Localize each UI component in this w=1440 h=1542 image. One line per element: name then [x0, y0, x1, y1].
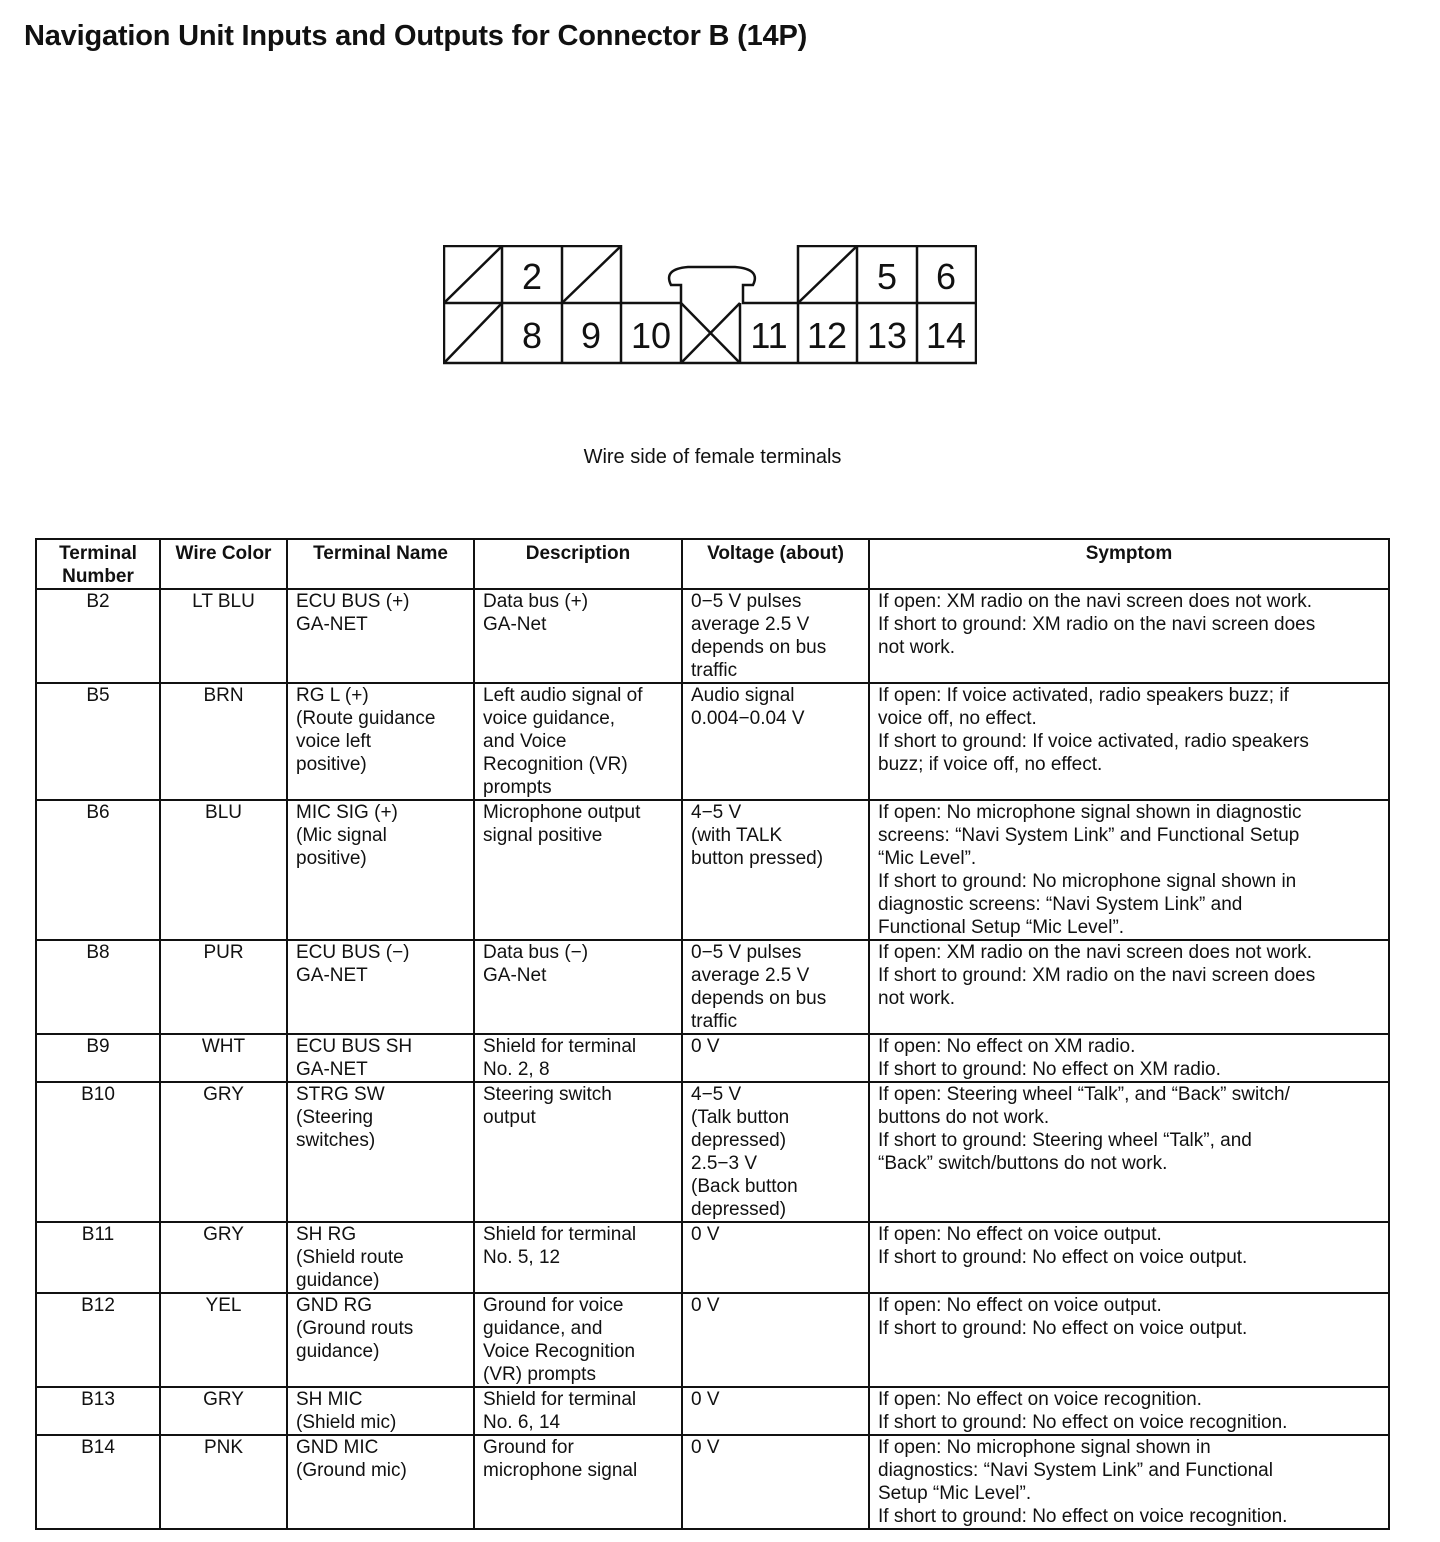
symptom-cell: [869, 940, 1389, 1034]
voltage-cell-line: 2.5−3 V: [691, 1153, 758, 1174]
voltage-cell-line: depends on bus: [691, 637, 827, 658]
symptom-cell-line: If short to ground: No effect on voice recognition.: [878, 1506, 1288, 1527]
terminal-name-cell: [287, 1293, 474, 1387]
description-cell-line: and Voice: [483, 731, 567, 752]
voltage-cell: [682, 940, 869, 1034]
terminal-number-cell: B11: [36, 1222, 160, 1293]
voltage-cell-line: 4−5 V: [691, 802, 742, 823]
terminal-number-cell: B5: [36, 683, 160, 800]
header-wire-color: Wire Color: [160, 539, 287, 589]
terminal-label: 8: [521, 315, 543, 356]
terminal-number-cell: B9: [36, 1034, 160, 1082]
voltage-cell-line: 0 V: [691, 1389, 720, 1410]
wire-color-cell: YEL: [160, 1293, 287, 1387]
connector-svg: [443, 245, 977, 365]
empty-cavity-slash: [798, 246, 857, 303]
terminal-name-cell-line: (Shield route: [296, 1247, 404, 1268]
wire-color-cell: WHT: [160, 1034, 287, 1082]
terminal-name-cell-line: RG L (+): [296, 685, 369, 706]
voltage-cell: [682, 683, 869, 800]
symptom-cell: [869, 1082, 1389, 1222]
symptom-cell-line: If short to ground: No effect on voice output.: [878, 1318, 1248, 1339]
symptom-cell: [869, 1222, 1389, 1293]
terminal-name-cell-line: (Ground mic): [296, 1460, 407, 1481]
symptom-cell: [869, 1034, 1389, 1082]
header-symptom: Symptom: [869, 539, 1389, 589]
voltage-cell-line: (with TALK: [691, 825, 783, 846]
symptom-cell-line: If open: No microphone signal shown in: [878, 1437, 1211, 1458]
description-cell-line: signal positive: [483, 825, 603, 846]
table-header-row: [36, 539, 1389, 589]
symptom-cell-line: If open: XM radio on the navi screen does not work.: [878, 942, 1313, 963]
symptom-cell: [869, 589, 1389, 683]
table-row: [36, 683, 1389, 800]
description-cell-line: Shield for terminal: [483, 1389, 637, 1410]
symptom-cell-line: “Mic Level”.: [878, 848, 977, 869]
description-cell-line: (VR) prompts: [483, 1364, 596, 1385]
description-cell-line: Ground for: [483, 1437, 574, 1458]
terminal-name-cell-line: positive): [296, 848, 367, 869]
symptom-cell-line: buttons do not work.: [878, 1107, 1050, 1128]
terminal-name-cell: [287, 940, 474, 1034]
terminal-name-cell-line: voice left: [296, 731, 371, 752]
terminal-name-cell-line: STRG SW: [296, 1084, 385, 1105]
table-row: [36, 1293, 1389, 1387]
wire-color-cell: BRN: [160, 683, 287, 800]
symptom-cell-line: If open: No microphone signal shown in diagnostic: [878, 802, 1302, 823]
symptom-cell: [869, 800, 1389, 940]
terminal-label: 12: [806, 315, 848, 356]
symptom-cell-line: If short to ground: No effect on XM radio.: [878, 1059, 1221, 1080]
connector-diagram: [443, 245, 977, 365]
symptom-cell-line: screens: “Navi System Link” and Functional Setup: [878, 825, 1300, 846]
symptom-cell-line: If open: No effect on voice output.: [878, 1224, 1162, 1245]
voltage-cell-line: average 2.5 V: [691, 614, 810, 635]
description-cell-line: No. 5, 12: [483, 1247, 561, 1268]
symptom-cell-line: “Back” switch/buttons do not work.: [878, 1153, 1168, 1174]
table-body: [36, 589, 1389, 1529]
terminal-name-cell-line: SH RG: [296, 1224, 357, 1245]
symptom-cell: [869, 1435, 1389, 1529]
voltage-cell-line: traffic: [691, 660, 738, 681]
voltage-cell-line: 0 V: [691, 1295, 720, 1316]
description-cell-line: Steering switch: [483, 1084, 612, 1105]
header-description: Description: [474, 539, 682, 589]
terminal-label: 13: [866, 315, 908, 356]
voltage-cell-line: Audio signal: [691, 685, 795, 706]
description-cell-line: Left audio signal of: [483, 685, 643, 706]
symptom-cell: [869, 683, 1389, 800]
description-cell: [474, 800, 682, 940]
description-cell-line: Data bus (−): [483, 942, 589, 963]
terminal-label: 11: [750, 315, 788, 356]
terminal-name-cell-line: ECU BUS (−): [296, 942, 410, 963]
terminal-name-cell-line: MIC SIG (+): [296, 802, 398, 823]
voltage-cell: [682, 1435, 869, 1529]
terminal-name-cell: [287, 1222, 474, 1293]
voltage-cell-line: 0 V: [691, 1437, 720, 1458]
description-cell-line: Recognition (VR): [483, 754, 628, 775]
description-cell: [474, 1034, 682, 1082]
description-cell-line: Data bus (+): [483, 591, 589, 612]
wire-color-cell: BLU: [160, 800, 287, 940]
wire-color-cell: PUR: [160, 940, 287, 1034]
description-cell-line: voice guidance,: [483, 708, 616, 729]
terminal-name-cell-line: (Steering: [296, 1107, 374, 1128]
symptom-cell-line: Setup “Mic Level”.: [878, 1483, 1032, 1504]
description-cell-line: Shield for terminal: [483, 1224, 637, 1245]
wire-color-cell: LT BLU: [160, 589, 287, 683]
voltage-cell-line: 0−5 V pulses: [691, 591, 802, 612]
terminal-number-cell: B13: [36, 1387, 160, 1435]
terminal-name-cell-line: (Route guidance: [296, 708, 436, 729]
symptom-cell-line: If short to ground: No effect on voice recognition.: [878, 1412, 1288, 1433]
description-cell-line: GA-Net: [483, 965, 547, 986]
symptom-cell-line: not work.: [878, 637, 956, 658]
symptom-cell-line: If short to ground: No effect on voice output.: [878, 1247, 1248, 1268]
symptom-cell-line: buzz; if voice off, no effect.: [878, 754, 1103, 775]
voltage-cell: [682, 1082, 869, 1222]
description-cell-line: Ground for voice: [483, 1295, 624, 1316]
wire-color-cell: GRY: [160, 1387, 287, 1435]
description-cell: [474, 1293, 682, 1387]
terminal-name-cell-line: ECU BUS SH: [296, 1036, 413, 1057]
terminal-number-cell: B14: [36, 1435, 160, 1529]
terminal-name-cell-line: GND MIC: [296, 1437, 379, 1458]
voltage-cell-line: 0 V: [691, 1036, 720, 1057]
terminal-name-cell: [287, 800, 474, 940]
symptom-cell-line: diagnostic screens: “Navi System Link” and: [878, 894, 1243, 915]
table-row: [36, 1435, 1389, 1529]
voltage-cell: [682, 1034, 869, 1082]
symptom-cell: [869, 1293, 1389, 1387]
terminal-number-cell: B10: [36, 1082, 160, 1222]
description-cell: [474, 1435, 682, 1529]
header-terminal-name: Terminal Name: [287, 539, 474, 589]
voltage-cell-line: depressed): [691, 1130, 787, 1151]
description-cell: [474, 1222, 682, 1293]
description-cell: [474, 1082, 682, 1222]
terminal-label: 9: [580, 315, 602, 356]
terminal-name-cell: [287, 683, 474, 800]
terminal-number-cell: B6: [36, 800, 160, 940]
terminal-name-cell-line: guidance): [296, 1341, 380, 1362]
description-cell: [474, 683, 682, 800]
symptom-cell-line: Functional Setup “Mic Level”.: [878, 917, 1125, 938]
terminal-number-cell: B2: [36, 589, 160, 683]
description-cell-line: No. 6, 14: [483, 1412, 561, 1433]
table-row: [36, 1082, 1389, 1222]
symptom-cell-line: If short to ground: XM radio on the navi screen does: [878, 614, 1316, 635]
terminal-label: 2: [521, 256, 543, 297]
voltage-cell-line: average 2.5 V: [691, 965, 810, 986]
description-cell-line: Voice Recognition: [483, 1341, 636, 1362]
connector-caption: Wire side of female terminals: [583, 446, 842, 468]
terminal-name-cell-line: GA-NET: [296, 614, 368, 635]
voltage-cell: [682, 1293, 869, 1387]
terminal-number-cell: B12: [36, 1293, 160, 1387]
terminal-name-cell-line: GA-NET: [296, 1059, 368, 1080]
voltage-cell: [682, 800, 869, 940]
terminal-name-cell-line: (Shield mic): [296, 1412, 397, 1433]
symptom-cell-line: If open: XM radio on the navi screen does not work.: [878, 591, 1313, 612]
voltage-cell-line: traffic: [691, 1011, 738, 1032]
terminal-name-cell: [287, 1082, 474, 1222]
description-cell-line: Microphone output: [483, 802, 641, 823]
terminal-name-cell: [287, 1034, 474, 1082]
symptom-cell-line: If short to ground: If voice activated, radio speakers: [878, 731, 1309, 752]
description-cell-line: prompts: [483, 777, 552, 798]
symptom-cell-line: not work.: [878, 988, 956, 1009]
voltage-cell-line: depends on bus: [691, 988, 827, 1009]
voltage-cell: [682, 1222, 869, 1293]
header-voltage: Voltage (about): [682, 539, 869, 589]
empty-cavity-slash: [562, 246, 621, 303]
terminal-name-cell-line: SH MIC: [296, 1389, 363, 1410]
voltage-cell-line: (Talk button: [691, 1107, 790, 1128]
terminal-name-cell-line: positive): [296, 754, 367, 775]
description-cell-line: No. 2, 8: [483, 1059, 550, 1080]
empty-cavity-slash: [444, 303, 502, 363]
terminal-label: 5: [876, 256, 898, 297]
description-cell-line: guidance, and: [483, 1318, 603, 1339]
pin-table: [35, 538, 1390, 1530]
description-cell-line: output: [483, 1107, 536, 1128]
terminal-name-cell-line: (Ground routs: [296, 1318, 414, 1339]
terminal-name-cell: [287, 589, 474, 683]
voltage-cell-line: 0.004−0.04 V: [691, 708, 805, 729]
symptom-cell-line: voice off, no effect.: [878, 708, 1037, 729]
terminal-name-cell-line: guidance): [296, 1270, 380, 1291]
terminal-name-cell-line: GND RG: [296, 1295, 372, 1316]
wire-color-cell: GRY: [160, 1082, 287, 1222]
symptom-cell: [869, 1387, 1389, 1435]
description-cell: [474, 1387, 682, 1435]
symptom-cell-line: If open: No effect on voice output.: [878, 1295, 1162, 1316]
empty-cavity-slash: [444, 246, 502, 303]
voltage-cell-line: 4−5 V: [691, 1084, 742, 1105]
voltage-cell-line: depressed): [691, 1199, 787, 1220]
terminal-name-cell-line: (Mic signal: [296, 825, 387, 846]
header-terminal-number: Terminal Number: [36, 539, 160, 589]
terminal-number-cell: B8: [36, 940, 160, 1034]
terminal-label: 10: [630, 315, 672, 356]
symptom-cell-line: If open: No effect on voice recognition.: [878, 1389, 1202, 1410]
voltage-cell-line: 0 V: [691, 1224, 720, 1245]
terminal-label: 14: [925, 315, 967, 356]
table-row: [36, 1222, 1389, 1293]
description-cell-line: Shield for terminal: [483, 1036, 637, 1057]
page-title: Navigation Unit Inputs and Outputs for Connector B (14P): [24, 20, 808, 52]
description-cell: [474, 589, 682, 683]
symptom-cell-line: If open: Steering wheel “Talk”, and “Back” switch/: [878, 1084, 1290, 1105]
terminal-name-cell-line: switches): [296, 1130, 376, 1151]
symptom-cell-line: If short to ground: XM radio on the navi screen does: [878, 965, 1316, 986]
terminal-name-cell-line: GA-NET: [296, 965, 368, 986]
table-row: [36, 1387, 1389, 1435]
symptom-cell-line: If open: If voice activated, radio speakers buzz; if: [878, 685, 1289, 706]
voltage-cell-line: (Back button: [691, 1176, 798, 1197]
table-row: [36, 800, 1389, 940]
voltage-cell-line: 0−5 V pulses: [691, 942, 802, 963]
terminal-name-cell: [287, 1387, 474, 1435]
description-cell: [474, 940, 682, 1034]
voltage-cell-line: button pressed): [691, 848, 824, 869]
description-cell-line: GA-Net: [483, 614, 547, 635]
voltage-cell: [682, 1387, 869, 1435]
terminal-label: 6: [935, 256, 957, 297]
terminal-name-cell-line: ECU BUS (+): [296, 591, 410, 612]
description-cell-line: microphone signal: [483, 1460, 638, 1481]
symptom-cell-line: If short to ground: No microphone signal shown in: [878, 871, 1297, 892]
wire-color-cell: GRY: [160, 1222, 287, 1293]
symptom-cell-line: diagnostics: “Navi System Link” and Functional: [878, 1460, 1273, 1481]
terminal-name-cell: [287, 1435, 474, 1529]
symptom-cell-line: If short to ground: Steering wheel “Talk”, and: [878, 1130, 1252, 1151]
table-row: [36, 940, 1389, 1034]
symptom-cell-line: If open: No effect on XM radio.: [878, 1036, 1136, 1057]
table-row: [36, 1034, 1389, 1082]
table-row: [36, 589, 1389, 683]
voltage-cell: [682, 589, 869, 683]
wire-color-cell: PNK: [160, 1435, 287, 1529]
